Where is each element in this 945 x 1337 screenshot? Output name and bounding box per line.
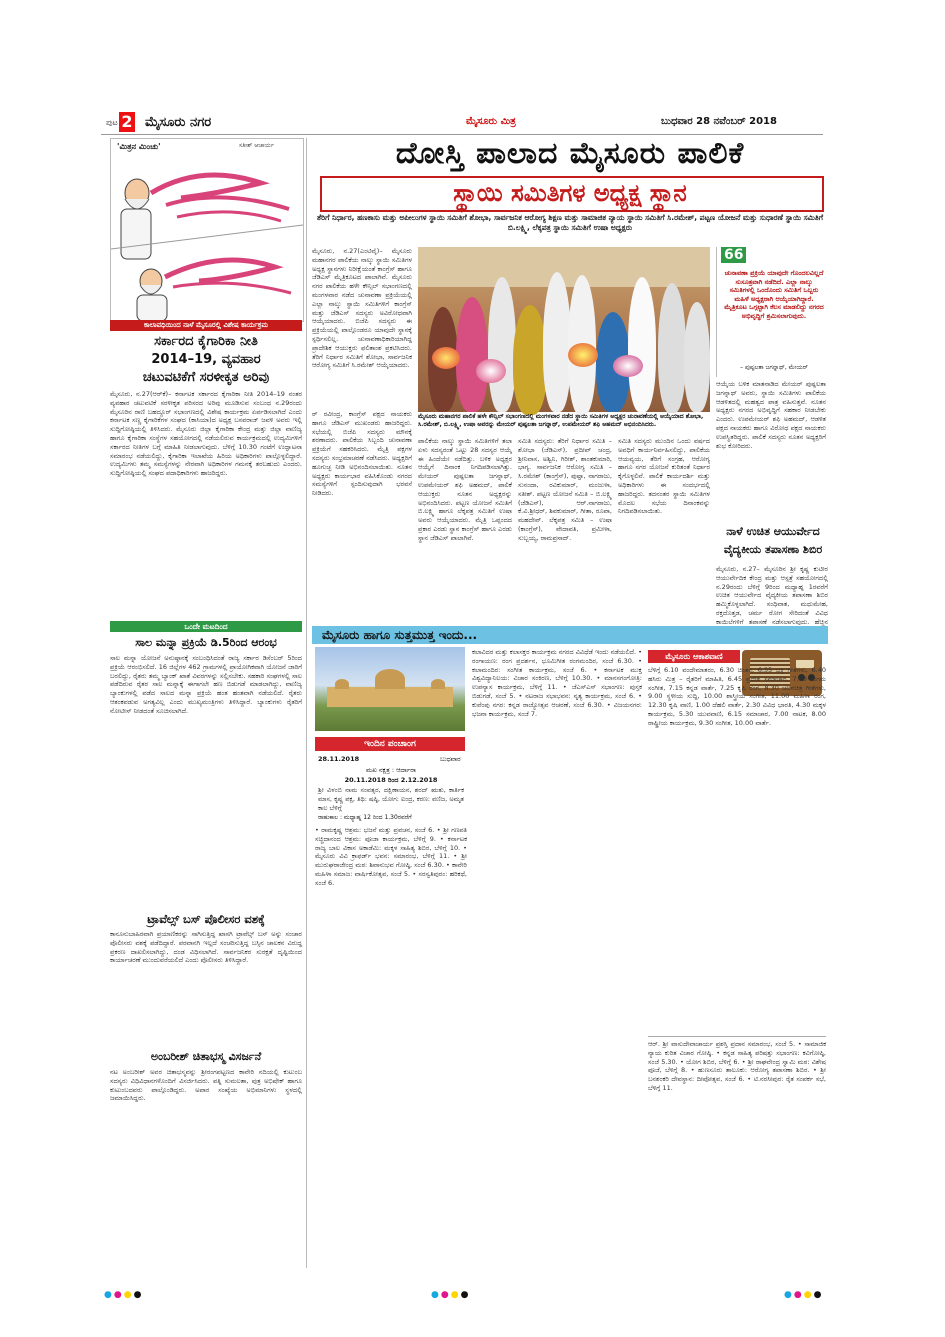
main-col4: ಸಮಿತಿ ಸದಸ್ಯರು ಮುಂದಿನ ಒಂದು ವರ್ಷದ ಅವಧಿಗೆ ಕಾರ್ಯನಿರ್ವಹಿಸಲಿದ್ದು, ಪಾಲಿಕೆಯ ಆಯವ್ಯಯ, ತೆರಿಗೆ ಸಂಗ್ರಹ, ಆರೋಗ್ಯ ಹಾಗೂ ನಗರ ಯೋಜನೆ ಕುರಿತಂತೆ ನಿರ್ಧಾರ ಕೈಗೊಳ್ಳಲಿವೆ. ಪಾಲಿಕೆ ಕಾರ್ಯದರ್ಶಿ ಮತ್ತು ಅಧಿಕಾರಿಗಳು ಈ ಸಂದರ್ಭದಲ್ಲಿ ಹಾಜರಿದ್ದರು. ತದನಂತರ ಸ್ಥಾಯಿ ಸಮಿತಿಗಳ ಮೊದಲ ಸಭೆಯ ದಿನಾಂಕವನ್ನು ನಿಗದಿಪಡಿಸಲಾಯಿತು. [618,437,710,516]
bottom-dots-left: ●●●● [104,1290,144,1300]
quote-mark: 66 [721,247,746,263]
cartoon-drawing [111,153,303,321]
radio-body: ಬೆಳಿಗ್ಗೆ 6.10 ವಂದೇಮಾತರಂ, 6.30 ಚಿಂತನ, 6.35 ಭಕ್ತಿ ಗೀತೆಗಳು, 6.40 ಹಸಿರು ಮಿತ್ರ – ರೈತರಿಗೆ ಮಾಹಿತಿ, 6.45 ಪ್ರದೇಶ ಸಮಾಚಾರ, 7.00 ಸುಗಮ ಸಂಗೀತ, 7.15 ಕನ್ನಡ ವಾರ್ತೆ, 7.25 ಕೃಷಿ ರಂಗ, 8.30 ಚಲನಚಿತ್ರ ಗೀತೆಗಳು, 9.00 ಸ್ಥಳೀಯ ಸುದ್ದಿ, 10.00 ಶಾಸ್ತ್ರೀಯ ಸಂಗೀತ, 11.00 ಮಹಿಳಾ ರಂಗ, 12.30 ಕೃಷಿ ವಾಣಿ, 1.00 ದೆಹಲಿ ವಾರ್ತೆ, 2.30 ವಿವಿಧ ಭಾರತಿ, 4.30 ಮಕ್ಕಳ ಕಾರ್ಯಕ್ರಮ, 5.30 ಯುವವಾಣಿ, 6.15 ಸಮಾಚಾರ, 7.00 ನಾಟಕ, 8.00 ರಾಷ್ಟ್ರೀಯ ಕಾರ್ಯಕ್ರಮ, 9.30 ಸಂಗೀತ, 10.00 ವಾರ್ತೆ. [648,666,826,727]
main-photo [418,247,710,412]
photo-caption: ಮೈಸೂರು ಮಹಾನಗರ ಪಾಲಿಕೆ ಹಳೇ ಕೌನ್ಸಿಲ್ ಸಭಾಂಗಣದಲ್ಲಿ ಮಂಗಳವಾರ ನಡೆದ ಸ್ಥಾಯಿ ಸಮಿತಿಗಳ ಅಧ್ಯಕ್ಷರ ಚುನಾವಣೆಯಲ್ಲಿ ಆಯ್ಕೆಯಾದ ಶೋಭಾ, ಸಿ.ರಮೇಶ್, ಬಿ.ಲಕ್ಷ್ಮಿ, ಉಷಾ ಅವರನ್ನು ಮೇಯರ್ ಪುಷ್ಪಲತಾ ಜಗನ್ನಾಥ್, ಉಪಮೇಯರ್ ಶಫಿ ಅಹಮದ್ ಅಭಿನಂದಿಸಿದರು. [418,413,704,428]
left-story1-kicker: ಕಾಲಾವಧಿಯಿಂದ ನಾಳೆ ಮೈಸೂರಲ್ಲಿ ವಿಶೇಷ ಕಾರ್ಯಕ್ರಮ [110,320,302,331]
left-story2-banner: ಒಂದೇ ಮಟದಿಂದ [110,621,302,632]
left-story1-headline1: ಸರ್ಕಾರದ ಕೈಗಾರಿಕಾ ನೀತಿ [154,334,258,349]
panchanga-date: 28.11.2018 [318,755,360,763]
main-right-col: ಆಯ್ಕೆಯ ಬಳಿಕ ಮಾತನಾಡಿದ ಮೇಯರ್ ಪುಷ್ಪಲತಾ ಜಗನ್ನಾಥ್ ಅವರು, ಸ್ಥಾಯಿ ಸಮಿತಿಗಳು ಪಾಲಿಕೆಯ ಆಡಳಿತದಲ್ಲಿ ಮಹತ್ವದ ಪಾತ್ರ ವಹಿಸುತ್ತವೆ. ನೂತನ ಅಧ್ಯಕ್ಷರು ನಗರದ ಅಭಿವೃದ್ಧಿಗೆ ಸಹಕಾರ ನೀಡಬೇಕು ಎಂದರು. ಉಪಮೇಯರ್ ಶಫಿ ಅಹಮದ್, ಆಡಳಿತ ಪಕ್ಷದ ನಾಯಕರು ಹಾಗೂ ವಿರೋಧ ಪಕ್ಷದ ನಾಯಕರು ಉಪಸ್ಥಿತರಿದ್ದರು. ಪಾಲಿಕೆ ಸದಸ್ಯರು ನೂತನ ಅಧ್ಯಕ್ಷರಿಗೆ ಶುಭ ಕೋರಿದರು. [716,380,826,450]
left-story1-body: ಮೈಸೂರು, ನ.27(ಆರ್‌ಕೆ)– ಕರ್ನಾಟಕ ಸರ್ಕಾರದ ಕೈಗಾರಿಕಾ ನೀತಿ 2014–19 ನಂತರ ವ್ಯವಹಾರ ಚಟುವಟಿಕೆ ಸರಳೀಕೃತ ಪರಿಸರದ ಅರಿವು ಮೂಡಿಸುವ ಸಂಬಂಧ ನ.29ರಂದು ಮೈಸೂರಿನ ರಾಣಿ ಬಹದ್ದೂರ್ ಸಭಾಂಗಣದಲ್ಲಿ ವಿಶೇಷ ಕಾರ್ಯಕ್ರಮ ಏರ್ಪಡಿಸಲಾಗಿದೆ ಎಂದು ಕರ್ನಾಟಕ ಸಣ್ಣ ಕೈಗಾರಿಕೆಗಳ ಸಂಘದ (ಕಾಸಿಯಾ)ದ ಅಧ್ಯಕ್ಷ ಬಸವರಾಜ್ ಜವಳಿ ಅವರು ಇಲ್ಲಿ ಸುದ್ದಿಗೋಷ್ಠಿಯಲ್ಲಿ ತಿಳಿಸಿದರು. ಮೈಸೂರು ಜಿಲ್ಲಾ ಕೈಗಾರಿಕಾ ಕೇಂದ್ರ ಮತ್ತು ಜಿಲ್ಲಾ ವಾಣಿಜ್ಯ ಹಾಗೂ ಕೈಗಾರಿಕಾ ಸಂಸ್ಥೆಗಳ ಸಹಯೋಗದಲ್ಲಿ ನಡೆಯಲಿರುವ ಕಾರ್ಯಕ್ರಮದಲ್ಲಿ ಉದ್ಯಮಿಗಳಿಗೆ ಸರ್ಕಾರದ ನೀತಿಗಳ ಬಗ್ಗೆ ಮಾಹಿತಿ ನೀಡಲಾಗುವುದು. ಬೆಳಿಗ್ಗೆ 10.30 ಗಂಟೆಗೆ ಉದ್ಘಾಟನಾ ಸಮಾರಂಭ ನಡೆಯಲಿದ್ದು, ಕೈಗಾರಿಕಾ ಇಲಾಖೆಯ ಹಿರಿಯ ಅಧಿಕಾರಿಗಳು ಪಾಲ್ಗೊಳ್ಳಲಿದ್ದಾರೆ. ಉದ್ಯಮಿಗಳು ತಮ್ಮ ಸಮಸ್ಯೆಗಳನ್ನು ನೇರವಾಗಿ ಅಧಿಕಾರಿಗಳ ಗಮನಕ್ಕೆ ತರಬಹುದು ಎಂದರು. ಸುದ್ದಿಗೋಷ್ಠಿಯಲ್ಲಿ ಸಂಘದ ಪದಾಧಿಕಾರಿಗಳು ಹಾಜರಿದ್ದರು. [110,390,302,478]
cartoon-box [110,138,304,322]
page-number: 2 [119,112,135,132]
camp-headline1: ನಾಳೆ ಉಚಿತ ಆಯುರ್ವೇದ [726,525,820,538]
radio-divider [648,1036,826,1037]
panchanga-banner: ಇಂದಿನ ಪಂಚಾಂಗ [315,737,465,751]
panchanga-week: 20.11.2018 ರಿಂದ 2.12.2018 [344,776,438,784]
today-col-left: • ರಾಮಕೃಷ್ಣ ಆಶ್ರಮ: ಭಜನೆ ಮತ್ತು ಪ್ರವಚನ, ಸಂಜೆ 6. • ಶ್ರೀ ಗಣಪತಿ ಸಚ್ಚಿದಾನಂದ ಆಶ್ರಮ: ಪೂಜಾ ಕಾರ್ಯಕ್ರಮ, ಬೆಳಿಗ್ಗೆ 9. • ಕರ್ನಾಟಕ ರಾಜ್ಯ ಬಾಲ ವಿಕಾಸ ಅಕಾಡೆಮಿ: ಮಕ್ಕಳ ಸಾಹಿತ್ಯ ಶಿಬಿರ, ಬೆಳಿಗ್ಗೆ 10. • ಮೈಸೂರು ವಿವಿ ಕ್ರಾಫರ್ಡ್ ಭವನ: ಸಮಾರಂಭ, ಬೆಳಿಗ್ಗೆ 11. • ಶ್ರೀ ಮುರುಘರಾಜೇಂದ್ರ ಮಠ: ಶಿವಾನುಭವ ಗೋಷ್ಠಿ, ಸಂಜೆ 6.30. • ಕಾವೇರಿ ಮಹಿಳಾ ಸಮಾಜ: ವಾರ್ಷಿಕೋತ್ಸವ, ಸಂಜೆ 5. • ಸರಸ್ವತಿಪುರಂ: ಹರಿಕಥೆ, ಸಂಜೆ 6. [315,826,467,887]
cartoon-title: 'ಮಿತ್ರನ ಮಿಂಚು' [117,142,161,151]
page-label: ಪುಟ [106,118,118,127]
left-story1-headline2: 2014–19, ವ್ಯವಹಾರ [151,352,261,367]
masthead: ಮೈಸೂರು ಮಿತ್ರ [466,116,516,127]
radio-right-lower: ಆರ್. ಶ್ರೀ ವಾಸುದೇವಾಚಾರ್ಯ ಪ್ರಶಸ್ತಿ ಪ್ರದಾನ ಸಮಾರಂಭ, ಸಂಜೆ 5. • ಸಾಮಾಜಿಕ ನ್ಯಾಯ ಕುರಿತ ವಿಚಾರ ಗೋಷ್ಠಿ. • ಕನ್ನಡ ಸಾಹಿತ್ಯ ಪರಿಷತ್ತು ಸಭಾಂಗಣ: ಕವಿಗೋಷ್ಠಿ, ಸಂಜೆ 5.30. • ಯೋಗ ಶಿಬಿರ, ಬೆಳಿಗ್ಗೆ 6. • ಶ್ರೀ ರಾಘವೇಂದ್ರ ಸ್ವಾಮಿ ಮಠ: ವಿಶೇಷ ಪೂಜೆ, ಬೆಳಿಗ್ಗೆ 8. • ಹುಣಸೂರು ತಾಲೂಕು: ಆರೋಗ್ಯ ತಪಾಸಣಾ ಶಿಬಿರ. • ಶ್ರೀ ಬನಶಂಕರಿ ದೇವಸ್ಥಾನ: ದೀಪೋತ್ಸವ, ಸಂಜೆ 6. • ಟಿ.ನರಸೀಪುರ: ರೈತ ಸಂಪರ್ಕ ಸಭೆ, ಬೆಳಿಗ್ಗೆ 11. [648,1040,826,1092]
cartoon-artist: ಸತೀಶ್ ಆಚಾರ್ಯ [239,142,274,149]
left-story2-body: ಸಾಲ ಮನ್ನಾ ಯೋಜನೆ ಅನುಷ್ಠಾನಕ್ಕೆ ಸಂಬಂಧಿಸಿದಂತೆ ರಾಜ್ಯ ಸರ್ಕಾರ ಡಿಸೆಂಬರ್ 5ರಿಂದ ಪ್ರಕ್ರಿಯೆ ಆರಂಭಿಸಲಿದೆ. 16 ಜಿಲ್ಲೆಗಳ 462 ಗ್ರಾಮಗಳಲ್ಲಿ ಪ್ರಾಯೋಗಿಕವಾಗಿ ಯೋಜನೆ ಜಾರಿಗೆ ಬರಲಿದ್ದು, ರೈತರು ತಮ್ಮ ಬ್ಯಾಂಕ್ ಖಾತೆ ವಿವರಗಳನ್ನು ಸಲ್ಲಿಸಬೇಕು. ಸಹಕಾರಿ ಸಂಘಗಳಲ್ಲಿ ಸಾಲ ಪಡೆದಿರುವ ರೈತರ ಸಾಲ ಮನ್ನಾಕ್ಕೆ ಈಗಾಗಲೇ ಹಣ ಬಿಡುಗಡೆ ಮಾಡಲಾಗಿದ್ದು, ವಾಣಿಜ್ಯ ಬ್ಯಾಂಕುಗಳಲ್ಲಿ ಪಡೆದ ಸಾಲದ ಮನ್ನಾ ಪ್ರಕ್ರಿಯೆ ಹಂತ ಹಂತವಾಗಿ ನಡೆಯಲಿದೆ. ರೈತರು ಆತಂಕಪಡುವ ಅಗತ್ಯವಿಲ್ಲ ಎಂದು ಮುಖ್ಯಮಂತ್ರಿಗಳು ತಿಳಿಸಿದ್ದಾರೆ. ಬ್ಯಾಂಕುಗಳು ರೈತರಿಗೆ ನೋಟೀಸ್ ನೀಡದಂತೆ ಸೂಚಿಸಲಾಗಿದೆ. [110,654,302,715]
left-story4-headline: ಅಂಬರೀಶ್ ಚಿತಾಭಸ್ಮ ವಿಸರ್ಜನೆ [150,1050,262,1063]
today-banner [312,626,828,644]
radio-banner: ಮೈಸೂರು ಆಕಾಶವಾಣಿ [648,650,740,663]
left-story1-headline3: ಚಟುವಟಿಕೆಗೆ ಸರಳೀಕೃತ ಅರಿವು [142,370,270,385]
today-col-mid: ಕಲಾವಿದರ ಮತ್ತು ಕಲಾಸಕ್ತರ ಕಾರ್ಯಕ್ರಮ ನಗರದ ವಿವಿಧೆಡೆ ಇಂದು ನಡೆಯಲಿದೆ. • ರಂಗಾಯಣ: ರಂಗ ಪ್ರದರ್ಶನ, ಭೂಮಿಗೀತ ರಂಗಮಂದಿರ, ಸಂಜೆ 6.30. • ಕಲಾಮಂದಿರ: ಸಂಗೀತ ಕಾರ್ಯಕ್ರಮ, ಸಂಜೆ 6. • ಕರ್ನಾಟಕ ಮುಕ್ತ ವಿಶ್ವವಿದ್ಯಾನಿಲಯ: ವಿಚಾರ ಸಂಕಿರಣ, ಬೆಳಿಗ್ಗೆ 10.30. • ಮಾನಸಗಂಗೋತ್ರಿ: ಉಪನ್ಯಾಸ ಕಾರ್ಯಕ್ರಮ, ಬೆಳಿಗ್ಗೆ 11. • ಜೆಎಸ್‌ಎಸ್ ಸಭಾಂಗಣ: ಪುಸ್ತಕ ಬಿಡುಗಡೆ, ಸಂಜೆ 5. • ನಟರಾಜ ಸಭಾಭವನ: ನೃತ್ಯ ಕಾರ್ಯಕ್ರಮ, ಸಂಜೆ 6. • ಕುವೆಂಪು ನಗರ: ಕನ್ನಡ ರಾಜ್ಯೋತ್ಸವ ಆಚರಣೆ, ಸಂಜೆ 6.30. • ವಿಜಯನಗರ: ಭಜನಾ ಕಾರ್ಯಕ್ರಮ, ಸಂಜೆ 7. [472,648,642,718]
main-headline1: ದೋಸ್ತಿ ಪಾಲಾದ ಮೈಸೂರು ಪಾಲಿಕೆ [395,136,745,171]
panchanga-star: ಮಖ ನಕ್ಷತ್ರ : ಆರ್ದಾರಾ [365,766,417,774]
quote-text: ಚುನಾವಣಾ ಪ್ರಕ್ರಿಯೆ ಯಾವುದೇ ಗೊಂದಲವಿಲ್ಲದೆ ಸುಸೂತ್ರವಾಗಿ ನಡೆದಿದೆ. ಎಲ್ಲಾ ನಾಲ್ಕು ಸಮಿತಿಗಳಲ್ಲಿ ಒಂದೊಂದು ಸಮಿತಿಗೆ ಒಬ್ಬರು ಮಹಿಳೆ ಅಧ್ಯಕ್ಷರಾಗಿ ಆಯ್ಕೆಯಾಗಿದ್ದಾರೆ. ಮೈತ್ರಿಕೂಟ ಒಗ್ಗಟ್ಟಾಗಿ ಕೆಲಸ ಮಾಡಲಿದ್ದು ನಗರದ ಅಭಿವೃದ್ಧಿಗೆ ಶ್ರಮಿಸಲಾಗುವುದು. [724,269,824,320]
issue-date: ಬುಧವಾರ 28 ನವೆಂಬರ್ 2018 [661,116,777,127]
main-headline2: ಸ್ಥಾಯಿ ಸಮಿತಿಗಳ ಅಧ್ಯಕ್ಷ ಸ್ಥಾನ [453,179,687,207]
quote-attribution: – ಪುಷ್ಪಲತಾ ಜಗನ್ನಾಥ್, ಮೇಯರ್ [740,364,808,371]
left-story2-headline: ಸಾಲ ಮನ್ನಾ ಪ್ರಕ್ರಿಯೆ ಡಿ.5ರಿಂದ ಆರಂಭ [135,636,277,649]
main-col1-top: ಮೈಸೂರು, ನ.27(ಎಂಟಿವೈ)– ಮೈಸೂರು ಮಹಾನಗರ ಪಾಲಿಕೆಯ ನಾಲ್ಕು ಸ್ಥಾಯಿ ಸಮಿತಿಗಳ ಅಧ್ಯಕ್ಷ ಸ್ಥಾನಗಳು ನಿರೀಕ್ಷೆಯಂತೆ ಕಾಂಗ್ರೆಸ್ ಹಾಗೂ ಜೆಡಿಎಸ್ ಮೈತ್ರಿಕೂಟದ ಪಾಲಾಗಿವೆ. ಮೈಸೂರು ನಗರ ಪಾಲಿಕೆಯ ಹಳೇ ಕೌನ್ಸಿಲ್ ಸಭಾಂಗಣದಲ್ಲಿ ಮಂಗಳವಾರ ನಡೆದ ಚುನಾವಣಾ ಪ್ರಕ್ರಿಯೆಯಲ್ಲಿ ಎಲ್ಲಾ ನಾಲ್ಕು ಸ್ಥಾಯಿ ಸಮಿತಿಗಳಿಗೆ ಕಾಂಗ್ರೆಸ್ ಮತ್ತು ಜೆಡಿಎಸ್ ಸದಸ್ಯರು ಅವಿರೋಧವಾಗಿ ಆಯ್ಕೆಯಾದರು. ಬಿಜೆಪಿ ಸದಸ್ಯರು ಈ ಪ್ರಕ್ರಿಯೆಯಲ್ಲಿ ಪಾಲ್ಗೊಂಡರೂ ಯಾವುದೇ ಸ್ಥಾನಕ್ಕೆ ಸ್ಪರ್ಧಿಸಲಿಲ್ಲ. ಚುನಾವಣಾಧಿಕಾರಿಯಾಗಿದ್ದ ಪ್ರಾದೇಶಿಕ ಆಯುಕ್ತರು ಫಲಿತಾಂಶ ಪ್ರಕಟಿಸಿದರು. ತೆರಿಗೆ ನಿರ್ಧಾರ ಸಮಿತಿಗೆ ಶೋಭಾ, ಸಾರ್ವಜನಿಕ ಆರೋಗ್ಯ ಸಮಿತಿಗೆ ಸಿ.ರಮೇಶ್ ಆಯ್ಕೆಯಾದರು. [312,247,412,370]
bottom-dots-center: ●●●● [431,1290,471,1300]
main-col1-bottom: ರ್ ರವೀಂದ್ರ, ಕಾಂಗ್ರೆಸ್ ಪಕ್ಷದ ನಾಯಕರು ಹಾಗೂ ಜೆಡಿಎಸ್ ಮುಖಂಡರು ಹಾಜರಿದ್ದರು. ಸಭೆಯಲ್ಲಿ ಬಿಜೆಪಿ ಸದಸ್ಯರು ಮೌನಕ್ಕೆ ಶರಣಾದರು. ಪಾಲಿಕೆಯ ಸಿಬ್ಬಂದಿ ಚುನಾವಣಾ ಪ್ರಕ್ರಿಯೆಗೆ ಸಹಕರಿಸಿದರು. ಮೈತ್ರಿ ಪಕ್ಷಗಳ ಸದಸ್ಯರು ಸಂಭ್ರಮಾಚರಣೆ ನಡೆಸಿದರು. ಅಧ್ಯಕ್ಷರಿಗೆ ಹೂಗುಚ್ಛ ನೀಡಿ ಅಭಿನಂದಿಸಲಾಯಿತು. ನೂತನ ಅಧ್ಯಕ್ಷರು ಕಾರ್ಯಭಾರ ವಹಿಸಿಕೊಂಡು ನಗರದ ಸಮಸ್ಯೆಗಳಿಗೆ ಸ್ಪಂದಿಸುವುದಾಗಿ ಭರವಸೆ ನೀಡಿದರು. [312,410,412,498]
quote-box [716,247,827,377]
camp-body: ಮೈಸೂರು, ನ.27– ಮೈಸೂರಿನ ಶ್ರೀ ಕೃಷ್ಣ ಕುಟೀರ ಆಯುರ್ವೇದಿಕ ಕೇಂದ್ರ ಮತ್ತು ಆಸ್ಪತ್ರೆ ಸಹಯೋಗದಲ್ಲಿ ನ.29ರಂದು ಬೆಳಿಗ್ಗೆ 9ರಿಂದ ಮಧ್ಯಾಹ್ನ 1ರವರೆಗೆ ಉಚಿತ ಆಯುರ್ವೇದ ವೈದ್ಯಕೀಯ ತಪಾಸಣಾ ಶಿಬಿರ ಹಮ್ಮಿಕೊಳ್ಳಲಾಗಿದೆ. ಸಂಧಿವಾತ, ಮಧುಮೇಹ, ರಕ್ತದೊತ್ತಡ, ಚರ್ಮ ರೋಗ ಸೇರಿದಂತೆ ವಿವಿಧ ಕಾಯಿಲೆಗಳಿಗೆ ತಪಾಸಣೆ ನಡೆಸಲಾಗುವುದು. ಹೆಚ್ಚಿನ [716,565,828,626]
main-deck: ತೆರಿಗೆ ನಿರ್ಧಾರ, ಹಣಕಾಸು ಮತ್ತು ಅಪೀಲುಗಳ ಸ್ಥಾಯಿ ಸಮಿತಿಗೆ ಶೋಭಾ, ಸಾರ್ವಜನಿಕ ಆರೋಗ್ಯ ಶಿಕ್ಷಣ ಮತ್ತು ಸಾಮಾಜಿಕ ನ್ಯಾಯ ಸ್ಥಾಯಿ ಸಮಿತಿಗೆ ಸಿ.ರಮೇಶ್, ಪಟ್ಟಣ ಯೋಜನೆ ಮತ್ತು ಸುಧಾರಣೆ ಸ್ಥಾಯಿ ಸಮಿತಿಗೆ ಬಿ.ಲಕ್ಷ್ಮಿ, ಲೆಕ್ಕಪತ್ರ ಸ್ಥಾಯಿ ಸಮಿತಿಗೆ ಉಷಾ ಅಧ್ಯಕ್ಷರು [316,213,824,232]
left-story3-body: ಕಾನೂನುಬಾಹಿರವಾಗಿ ಪ್ರಯಾಣಿಕರನ್ನು ಸಾಗಿಸುತ್ತಿದ್ದ ಖಾಸಗಿ ಟ್ರಾವೆಲ್ಸ್ ಬಸ್ ಅನ್ನು ಸಂಚಾರ ಪೊಲೀಸರು ವಶಕ್ಕೆ ಪಡೆದಿದ್ದಾರೆ. ಪರವಾನಗಿ ಇಲ್ಲದೆ ಸಂಚರಿಸುತ್ತಿದ್ದ ಬಸ್ಸಿನ ಚಾಲಕನ ವಿರುದ್ಧ ಪ್ರಕರಣ ದಾಖಲಿಸಲಾಗಿದ್ದು, ದಂಡ ವಿಧಿಸಲಾಗಿದೆ. ಸಾರ್ವಜನಿಕರ ಸುರಕ್ಷತೆ ದೃಷ್ಟಿಯಿಂದ ಕಾರ್ಯಾಚರಣೆ ಮುಂದುವರೆಯಲಿದೆ ಎಂದು ಪೊಲೀಸರು ತಿಳಿಸಿದ್ದಾರೆ. [110,930,302,965]
header-bar [101,112,823,135]
left-story3-headline: ಟ್ರಾವೆಲ್ಸ್ ಬಸ್ ಪೊಲೀಸರ ವಶಕ್ಕೆ [147,912,265,926]
panchanga-body: ಶ್ರೀ ವಿಳಂಬಿ ನಾಮ ಸಂವತ್ಸರ, ದಕ್ಷಿಣಾಯನ, ಶರದ್ ಋತು, ಕಾರ್ತಿಕ ಮಾಸ, ಕೃಷ್ಣ ಪಕ್ಷ, ತಿಥಿ: ಷಷ್ಠಿ, ಯೋಗ: ಐಂದ್ರ, ಕರಣ: ವಣಿಜ, ಅಮೃತ ಕಾಲ ಬೆಳಿಗ್ಗೆ [318,786,464,812]
left-story4-body: ನಟ ಅಂಬರೀಶ್ ಅವರ ಚಿತಾಭಸ್ಮವನ್ನು ಶ್ರೀರಂಗಪಟ್ಟಣದ ಕಾವೇರಿ ನದಿಯಲ್ಲಿ ಕುಟುಂಬ ಸದಸ್ಯರು ವಿಧಿವಿಧಾನಗಳೊಂದಿಗೆ ವಿಸರ್ಜಿಸಿದರು. ಪತ್ನಿ ಸುಮಲತಾ, ಪುತ್ರ ಅಭಿಷೇಕ್ ಹಾಗೂ ಕುಟುಂಬದವರು ಪಾಲ್ಗೊಂಡಿದ್ದರು. ಅಪಾರ ಸಂಖ್ಯೆಯ ಅಭಿಮಾನಿಗಳು ಸ್ಥಳದಲ್ಲಿ ಜಮಾಯಿಸಿದ್ದರು. [110,1068,302,1103]
palace-image [315,647,465,731]
column-divider [306,138,307,1268]
main-col2: ಪಾಲಿಕೆಯ ನಾಲ್ಕು ಸ್ಥಾಯಿ ಸಮಿತಿಗಳಿಗೆ ತಲಾ ಏಳು ಸದಸ್ಯರಂತೆ ಒಟ್ಟು 28 ಸದಸ್ಯರ ಆಯ್ಕೆ ಈ ಹಿಂದೆಯೇ ನಡೆದಿತ್ತು. ಬಳಿಕ ಅಧ್ಯಕ್ಷರ ಆಯ್ಕೆಗೆ ದಿನಾಂಕ ನಿಗದಿಪಡಿಸಲಾಗಿತ್ತು. ಮೇಯರ್ ಪುಷ್ಪಲತಾ ಜಗನ್ನಾಥ್, ಉಪಮೇಯರ್ ಶಫಿ ಅಹಮದ್, ಪಾಲಿಕೆ ಆಯುಕ್ತರು ನೂತನ ಅಧ್ಯಕ್ಷರನ್ನು ಅಭಿನಂದಿಸಿದರು. ಪಟ್ಟಣ ಯೋಜನೆ ಸಮಿತಿಗೆ ಬಿ.ಲಕ್ಷ್ಮಿ ಹಾಗೂ ಲೆಕ್ಕಪತ್ರ ಸಮಿತಿಗೆ ಉಷಾ ಅವರು ಆಯ್ಕೆಯಾದರು. ಮೈತ್ರಿ ಒಪ್ಪಂದದ ಪ್ರಕಾರ ಎರಡು ಸ್ಥಾನ ಕಾಂಗ್ರೆಸ್ ಹಾಗೂ ಎರಡು ಸ್ಥಾನ ಜೆಡಿಎಸ್ ಪಾಲಾಗಿವೆ. [418,437,512,542]
camp-headline2: ವೈದ್ಯಕೀಯ ತಪಾಸಣಾ ಶಿಬಿರ [723,543,823,556]
bottom-dots-right: ●●●● [784,1290,824,1300]
today-banner-text: ಮೈಸೂರು ಹಾಗೂ ಸುತ್ತಮುತ್ತ ಇಂದು... [322,628,478,642]
panchanga-day: ಬುಧವಾರ [440,755,461,763]
main-col3: ಸಮಿತಿ ಸದಸ್ಯರು: ತೆರಿಗೆ ನಿರ್ಧಾರ ಸಮಿತಿ – ಶೋಭಾ (ಜೆಡಿಎಸ್), ಪ್ರದೀಪ್ ಚಂದ್ರ, ಶ್ರೀನಿವಾಸ, ಅಶ್ವಿನಿ, ಗಿರೀಶ್, ಶಾಂತಕುಮಾರಿ, ಭಾಗ್ಯ. ಸಾರ್ವಜನಿಕ ಆರೋಗ್ಯ ಸಮಿತಿ – ಸಿ.ರಮೇಶ್ (ಕಾಂಗ್ರೆಸ್), ಪುಷ್ಪಾ, ನಾಗರಾಜು, ಸುನಂದಾ, ರವಿಕುಮಾರ್, ಮಂಜುಳಾ, ಸತೀಶ್. ಪಟ್ಟಣ ಯೋಜನೆ ಸಮಿತಿ – ಬಿ.ಲಕ್ಷ್ಮಿ (ಜೆಡಿಎಸ್), ಆರ್.ನಾಗರಾಜು, ಕೆ.ವಿ.ಶ್ರೀಧರ್, ಶಿವಕುಮಾರ್, ಗೀತಾ, ರೂಪಾ, ಮಹದೇವ್. ಲೆಕ್ಕಪತ್ರ ಸಮಿತಿ – ಉಷಾ (ಕಾಂಗ್ರೆಸ್), ವೇದಾವತಿ, ಪ್ರಮೀಳಾ, ಸುಬ್ಬಯ್ಯ, ರಾಮಪ್ರಸಾದ್. [518,437,612,542]
section-title: ಮೈಸೂರು ನಗರ [145,115,212,130]
panchanga-rahu: ರಾಹುಕಾಲ : ಮಧ್ಯಾಹ್ನ 12 ರಿಂದ 1.30ರವರೆಗೆ [318,814,412,821]
